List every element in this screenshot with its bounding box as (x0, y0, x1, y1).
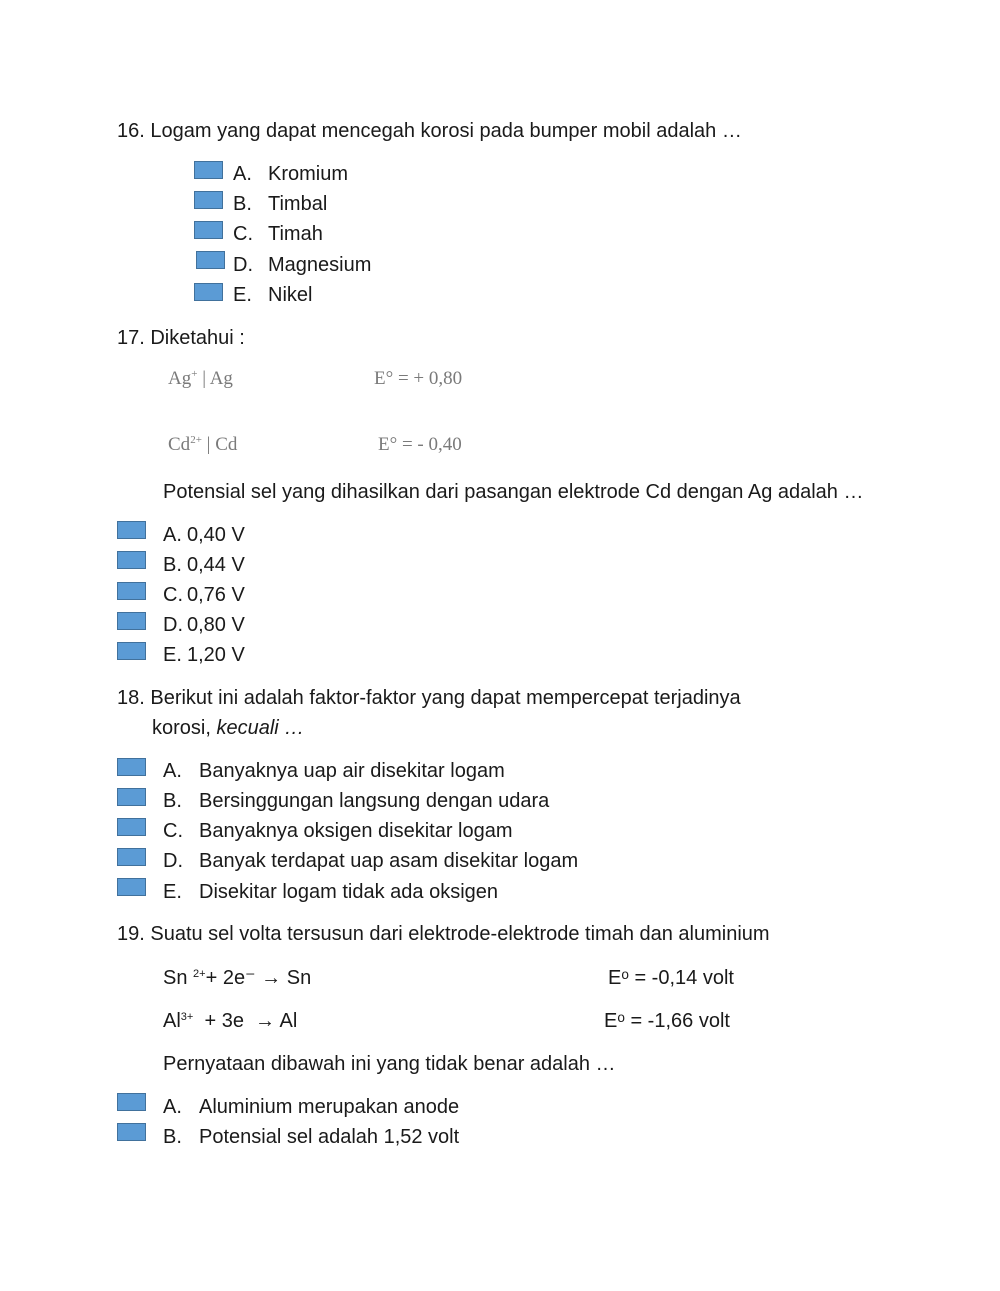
option-letter: C. (163, 820, 183, 842)
reaction-sn-potential: Eᵒ = -0,14 volt (608, 967, 734, 989)
option-text: 0,44 V (187, 554, 245, 576)
option-text: Kromium (268, 163, 349, 185)
option-letter: A. (163, 760, 182, 782)
question-16-text: 16. Logam yang dapat mencegah korosi pada bumper mobil adalah … (117, 120, 742, 142)
checkbox-q16-e[interactable] (194, 283, 223, 301)
option-text: Magnesium (268, 254, 372, 276)
given-potential-ag: E° = + 0,80 (374, 368, 463, 389)
option-text: 1,20 V (187, 644, 245, 666)
reaction-al: $Al^{3+} + 3e \to Al$ (163, 1010, 298, 1032)
checkbox-q18-c[interactable] (117, 818, 146, 836)
option-letter: B. (163, 790, 182, 812)
option-letter: D. (163, 850, 183, 872)
checkbox-q16-b[interactable] (194, 191, 223, 209)
option-letter: B. (233, 193, 252, 215)
option-text: Aluminium merupakan anode (199, 1096, 460, 1118)
option-letter: A. (233, 163, 252, 185)
option-text: Timbal (268, 193, 328, 215)
checkbox-q17-a[interactable] (117, 521, 146, 539)
given-half-cell-ag: Ag+ | Ag (168, 368, 233, 389)
option-letter: D. (233, 254, 253, 276)
given-potential-cd: E° = - 0,40 (378, 434, 462, 455)
reaction-sn: Sn $^{2+}$+ 2e⁻ → Sn (163, 967, 312, 989)
checkbox-q18-e[interactable] (117, 878, 146, 896)
checkbox-q17-c[interactable] (117, 582, 146, 600)
option-text: Timah (268, 223, 323, 245)
option-text: 0,80 V (187, 614, 245, 636)
option-text: 0,40 V (187, 524, 245, 546)
option-letter: C. (233, 223, 253, 245)
checkbox-q19-a[interactable] (117, 1093, 146, 1111)
question-17-prompt: Potensial sel yang dihasilkan dari pasangan elektrode Cd dengan Ag adalah … (163, 481, 864, 503)
checkbox-q18-d[interactable] (117, 848, 146, 866)
checkbox-q18-b[interactable] (117, 788, 146, 806)
checkbox-q19-b[interactable] (117, 1123, 146, 1141)
option-letter: A. (163, 524, 182, 546)
option-text: Banyak terdapat uap asam disekitar logam (199, 850, 579, 872)
option-letter: B. (163, 1126, 182, 1148)
option-letter: E. (163, 644, 182, 666)
option-letter: A. (163, 1096, 182, 1118)
checkbox-q16-d[interactable] (196, 251, 225, 269)
checkbox-q18-a[interactable] (117, 758, 146, 776)
checkbox-q17-e[interactable] (117, 642, 146, 660)
option-text: Banyaknya uap air disekitar logam (199, 760, 505, 782)
given-half-cell-cd: $Cd^{2+}$ | Cd (168, 434, 238, 455)
checkbox-q16-a[interactable] (194, 161, 223, 179)
checkbox-q16-c[interactable] (194, 221, 223, 239)
question-17-text: 17. Diketahui : (117, 327, 245, 349)
checkbox-q17-b[interactable] (117, 551, 146, 569)
option-text: Potensial sel adalah 1,52 volt (199, 1126, 460, 1148)
option-letter: D. (163, 614, 183, 636)
option-letter: E. (233, 284, 252, 306)
question-18-text-line2: korosi, kecuali … (152, 717, 305, 739)
option-letter: C. (163, 584, 183, 606)
option-letter: B. (163, 554, 182, 576)
option-text: Nikel (268, 284, 313, 306)
option-text: Banyaknya oksigen disekitar logam (199, 820, 513, 842)
question-18-text-line1: 18. Berikut ini adalah faktor-faktor yang dapat mempercepat terjadinya (117, 687, 741, 709)
question-19-prompt: Pernyataan dibawah ini yang tidak benar adalah … (163, 1053, 616, 1075)
option-text: Disekitar logam tidak ada oksigen (199, 881, 499, 903)
question-19-text: 19. Suatu sel volta tersusun dari elektrode-elektrode timah dan aluminium (117, 923, 770, 945)
reaction-al-potential: Eᵒ = -1,66 volt (604, 1010, 730, 1032)
checkbox-q17-d[interactable] (117, 612, 146, 630)
option-letter: E. (163, 881, 182, 903)
option-text: Bersinggungan langsung dengan udara (199, 790, 550, 812)
option-text: 0,76 V (187, 584, 245, 606)
